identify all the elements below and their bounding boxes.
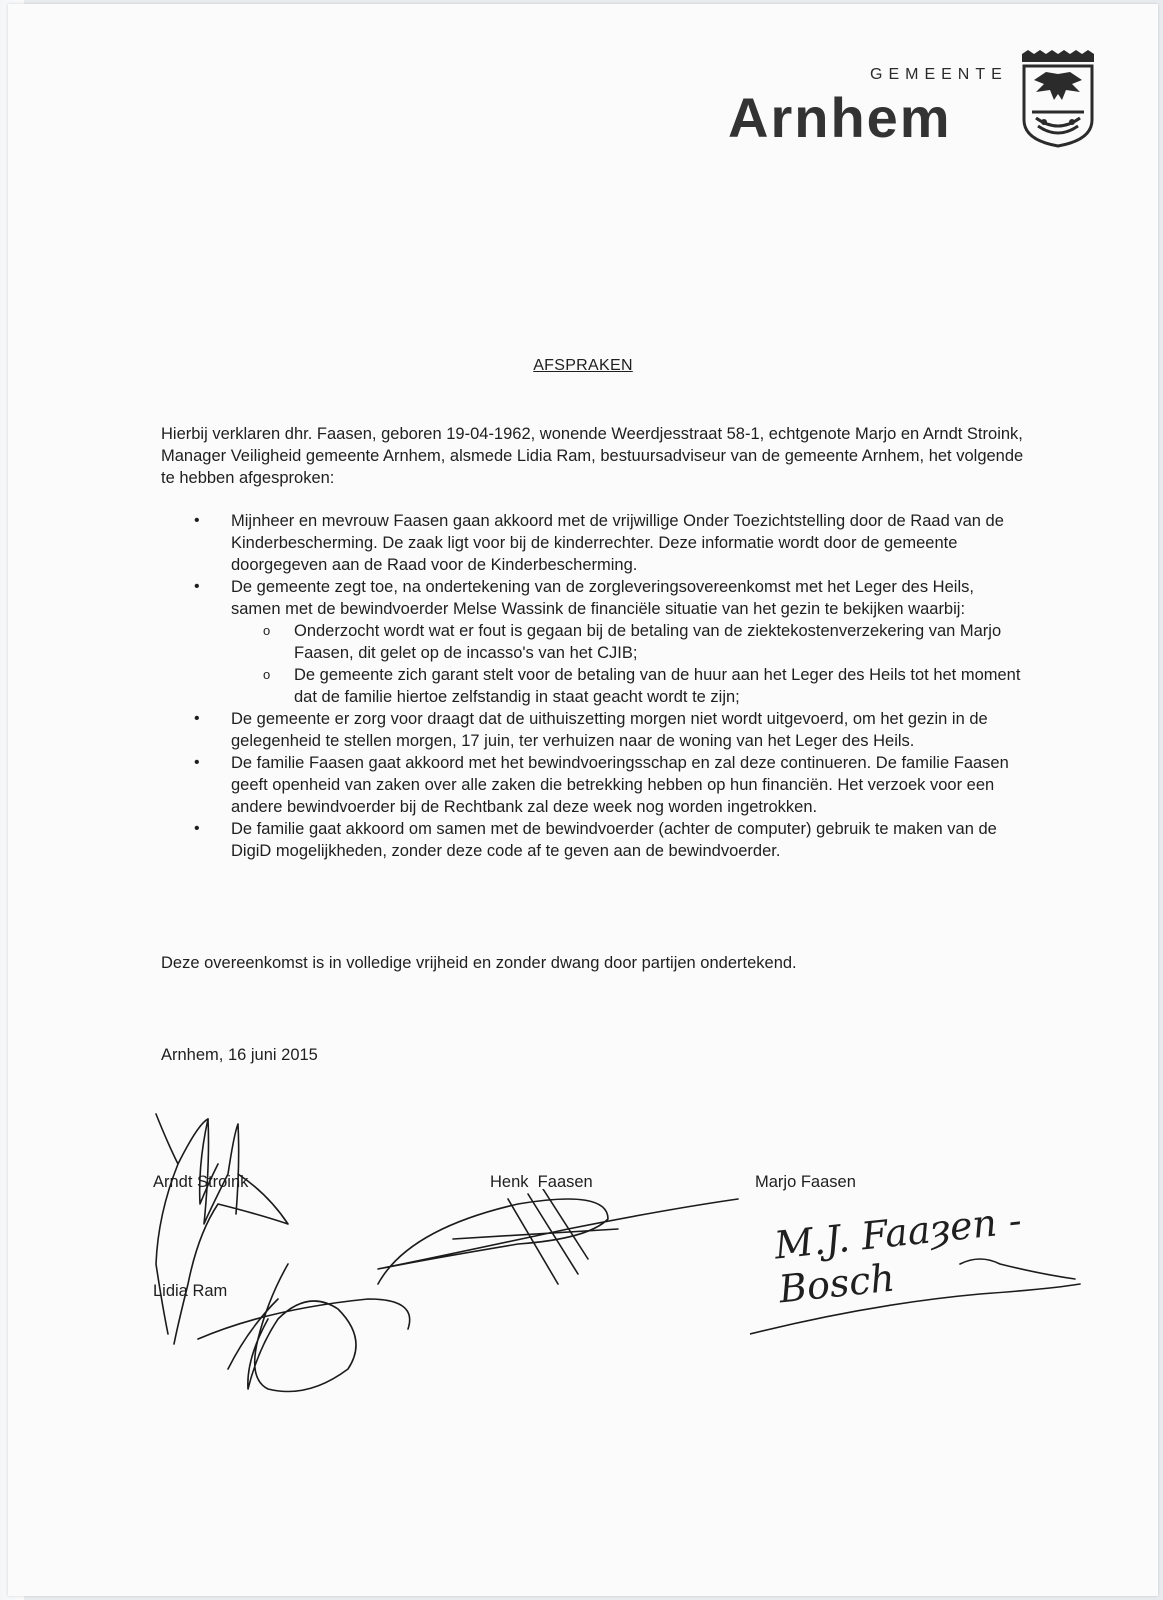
closing-statement: Deze overeenkomst is in volledige vrijheid en zonder dwang door partijen ondertekend.: [161, 954, 797, 972]
logo-gemeente-text: GEMEENTE: [870, 66, 1008, 83]
circle-bullet-icon: o: [263, 667, 271, 682]
sub-list-item-text: De gemeente zich garant stelt voor de betaling van de huur aan het Leger des Heils tot het moment dat de familie hiertoe zelfstandig in staat geacht wordt te zijn;: [294, 666, 1021, 706]
list-item-text: De gemeente zegt toe, na ondertekening van de zorgleveringsovereenkomst met het Leger des Heils, samen met de bewindvoerder Melse Wassink de financiële situatie van het gezin te bekijken waarbij:: [231, 578, 974, 618]
circle-bullet-icon: o: [263, 623, 271, 638]
gemeente-arnhem-logo: [728, 50, 1108, 150]
sub-list-item: [226, 620, 1028, 664]
bullet-icon: •: [194, 512, 200, 529]
bullet-icon: •: [194, 710, 200, 727]
sub-list-item: [226, 664, 1028, 708]
signatory-marjo-faasen: Marjo Faasen: [755, 1173, 856, 1191]
list-item: [8, 818, 1158, 862]
place-and-date: Arnhem, 16 juni 2015: [161, 1046, 318, 1064]
list-item-text: De familie gaat akkoord om samen met de bewindvoerder (achter de computer) gebruik te maken van de DigiD mogelijkheden, zonder deze code af te geven aan de bewindvoerder.: [231, 820, 997, 860]
agreement-list: [8, 510, 1158, 862]
list-item-text: De gemeente er zorg voor draagt dat de uithuiszetting morgen niet wordt uitgevoerd, om het gezin in de gelegenheid te stellen morgen, 17 juin, ter verhuizen naar de woning van het Leger des Heils.: [231, 710, 988, 750]
bullet-icon: •: [194, 754, 200, 771]
bullet-icon: •: [194, 578, 200, 595]
list-item-text: De familie Faasen gaat akkoord met het bewindvoeringsschap en zal deze continueren. De familie Faasen geeft openheid van zaken over alle zaken die betrekking hebben op hun financiën. Het verzoek voor een andere bewindvoerder bij de Rechtbank zal deze week nog worden ingetrokken.: [231, 754, 1009, 816]
document-title: AFSPRAKEN: [533, 357, 633, 374]
bullet-icon: •: [194, 820, 200, 837]
document-page: [8, 4, 1158, 1596]
list-item-text: Mijnheer en mevrouw Faasen gaan akkoord met de vrijwillige Onder Toezichtstelling door de Raad van de Kinderbescherming. De zaak ligt voor bij de kinderrechter. Deze informatie wordt door de gemeente doorgegeven aan de Raad voor de Kinderbescherming.: [231, 512, 1004, 574]
signatory-arndt-stroink: Arndt Stroink: [153, 1173, 249, 1191]
signatory-lidia-ram: Lidia Ram: [153, 1282, 228, 1300]
list-item: [8, 576, 1158, 708]
arnhem-crest-icon: [1020, 50, 1096, 148]
intro-paragraph: Hierbij verklaren dhr. Faasen, geboren 19-04-1962, wonende Weerdjesstraat 58-1, echtgenote Marjo en Arndt Stroink, Manager Veiligheid gemeente Arnhem, alsmede Lidia Ram, bestuursadviseur van de gemeente Arnhem, het volgende te hebben afgesproken:: [161, 425, 1024, 487]
list-item: [8, 752, 1158, 818]
list-item: [8, 708, 1158, 752]
sub-list: [231, 620, 1028, 708]
list-item: [8, 510, 1158, 576]
signature-henk-faasen: [368, 1189, 748, 1309]
sub-list-item-text: Onderzocht wordt wat er fout is gegaan bij de betaling van de ziektekostenverzekering van Marjo Faasen, dit gelet op de incasso's van het CJIB;: [294, 622, 1002, 662]
logo-city-name: Arnhem: [728, 86, 952, 149]
signatory-henk-faasen: Henk Faasen: [490, 1173, 593, 1191]
signature-marjo-faasen: M.J. Faaȝen - Bosch: [772, 1197, 1024, 1312]
